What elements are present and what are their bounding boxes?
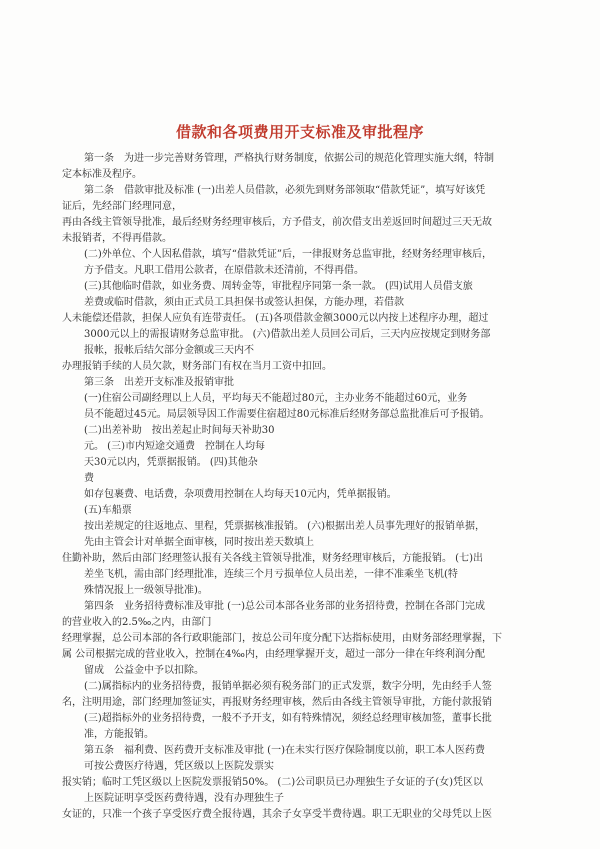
text-line: 证后，先经部门经理同意， <box>62 201 182 212</box>
text-line: 住勤补助，然后由部门经理签认报有关各线主管领导批准，财务经理审核后，方能报销。 (七)出 <box>62 553 483 564</box>
text-line: 定本标准及程序。 <box>62 169 142 180</box>
text-line: 人未能偿还借款，担保人应负有连带责任。 (五)各项借款金额3000元以内按上述程序办理，超过 <box>62 313 489 324</box>
text-line: 员不能超过45元。局层领导因工作需要住宿超过80元标准后经财务部总监批准后可予报销。 <box>84 409 490 420</box>
text-line: (三)其他临时借款，如业务费、周转金等，审批程序同第一条一款。 (四)试用人员借支旅 <box>84 281 473 292</box>
text-line: (二)属指标内的业务招待费，报销单据必须有税务部门的正式发票，数字分明，先由经手人签 <box>84 681 492 692</box>
text-line: 3000元以上的需报请财务总监审批。 (六)借款出差人员回公司后，三天内应按规定到财务部 <box>84 329 491 340</box>
text-line: 第四条 业务招待费标准及审批 (一)总公司本部各业务部的业务招待费，控制在各部门完成 <box>84 601 485 612</box>
text-line: 元。 (三)市内短途交通费 控制在人均每 <box>84 441 265 452</box>
text-line: 再由各线主管领导批准，最后经财务经理审核后，方予借支，前次借支出差返回时间超过三天无故 <box>62 217 492 228</box>
text-line: 的营业收入的2.5‰之内，由部门 <box>62 617 212 628</box>
document-title: 借款和各项费用开支标准及审批程序 <box>175 123 424 141</box>
text-line: 第五条 福利费、医药费开支标准及审批 (一)在未实行医疗保险制度以前，职工本人医药费 <box>84 745 485 756</box>
text-line: 上医院证明享受医药费待遇，没有办理独生子 <box>84 793 284 804</box>
text-line: 未报销者，不得再借款。 <box>62 233 172 244</box>
text-line: 可按公费医疗待遇，凭区级以上医院发票实 <box>84 761 274 772</box>
text-line: (三)超指标外的业务招待费，一般不予开支，如有特殊情况，须经总经理审核加签，董事长批 <box>84 713 492 724</box>
text-line: 属 公司根据完成的营业收入，控制在4‰内，由经理掌握开支，超过一部分一律在年终利润分配 <box>62 649 485 660</box>
text-line: (五)车船票 <box>84 505 132 516</box>
text-line: 名，注明用途，部门经理加签证实，再报财务经理审核，然后由各线主管领导审批，方能付款报销 <box>62 697 492 708</box>
text-line: 留成 公益金中予以扣除。 <box>84 665 204 676</box>
text-line: 殊情况报上一级领导批准)。 <box>84 585 208 596</box>
text-line: 如存包裹费、电话费，杂项费用控制在人均每天10元内，凭单据报销。 <box>84 489 397 500</box>
text-line: 先由主管会计对单据全面审核，同时按出差天数填上 <box>84 537 314 548</box>
text-line: 报帐，报帐后结欠部分金额或三天内不 <box>84 345 254 356</box>
text-line: (二)出差补助 按出差起止时间每天补助30 <box>84 425 275 436</box>
text-line: 经理掌握，总公司本部的各行政职能部门，按总公司年度分配下达指标使用，由财务部经理掌握，下 <box>62 633 502 644</box>
text-line: 按出差规定的往返地点、里程，凭票据核准报销。 (六)根据出差人员事先理好的报销单据， <box>84 521 485 532</box>
text-line: 第一条 为进一步完善财务管理，严格执行财务制度，依据公司的规范化管理实施大纲，特制 <box>84 153 494 164</box>
text-line: 报实销；临时工凭区级以上医院发票报销50%。 (二)公司职员已办理独生子女证的子(女)凭区以 <box>62 777 484 788</box>
text-line: 第二条 借款审批及标准 (一)出差人员借款，必须先到财务部领取“借款凭证”，填写好该凭 <box>84 185 486 196</box>
text-line: 准，方能报销。 <box>84 729 154 740</box>
text-line: (二)外单位、个人因私借款，填写“借款凭证”后，一律报财务总监审批，经财务经理审核后， <box>84 249 493 260</box>
text-line: 女证的，只准一个孩子享受医疗费全报待遇，其余子女享受半费待遇。职工无职业的父母凭以上医 <box>62 809 492 820</box>
text-line: 差坐飞机，需由部门经理批准，连续三个月亏损单位人员出差，一律不准乘坐飞机(特 <box>84 569 458 580</box>
text-line: 方予借支。凡职工借用公款者，在原借款未还清前，不得再借。 <box>84 265 364 276</box>
text-line: 差费或临时借款，须由正式员工具担保书或签认担保，方能办理，若借款 <box>84 297 404 308</box>
text-line: 办理报销手续的人员欠款，财务部门有权在当月工资中扣回。 <box>62 361 332 372</box>
text-line: 天30元以内，凭票据报销。 (四)其他杂 <box>84 457 258 468</box>
text-line: 费 <box>84 473 94 484</box>
text-line: (一)住宿公司副经理以上人员，平均每天不能超过80元，主办业务不能超过60元，业务 <box>84 393 468 404</box>
section-heading: 第三条 出差开支标准及报销审批 <box>84 377 234 388</box>
